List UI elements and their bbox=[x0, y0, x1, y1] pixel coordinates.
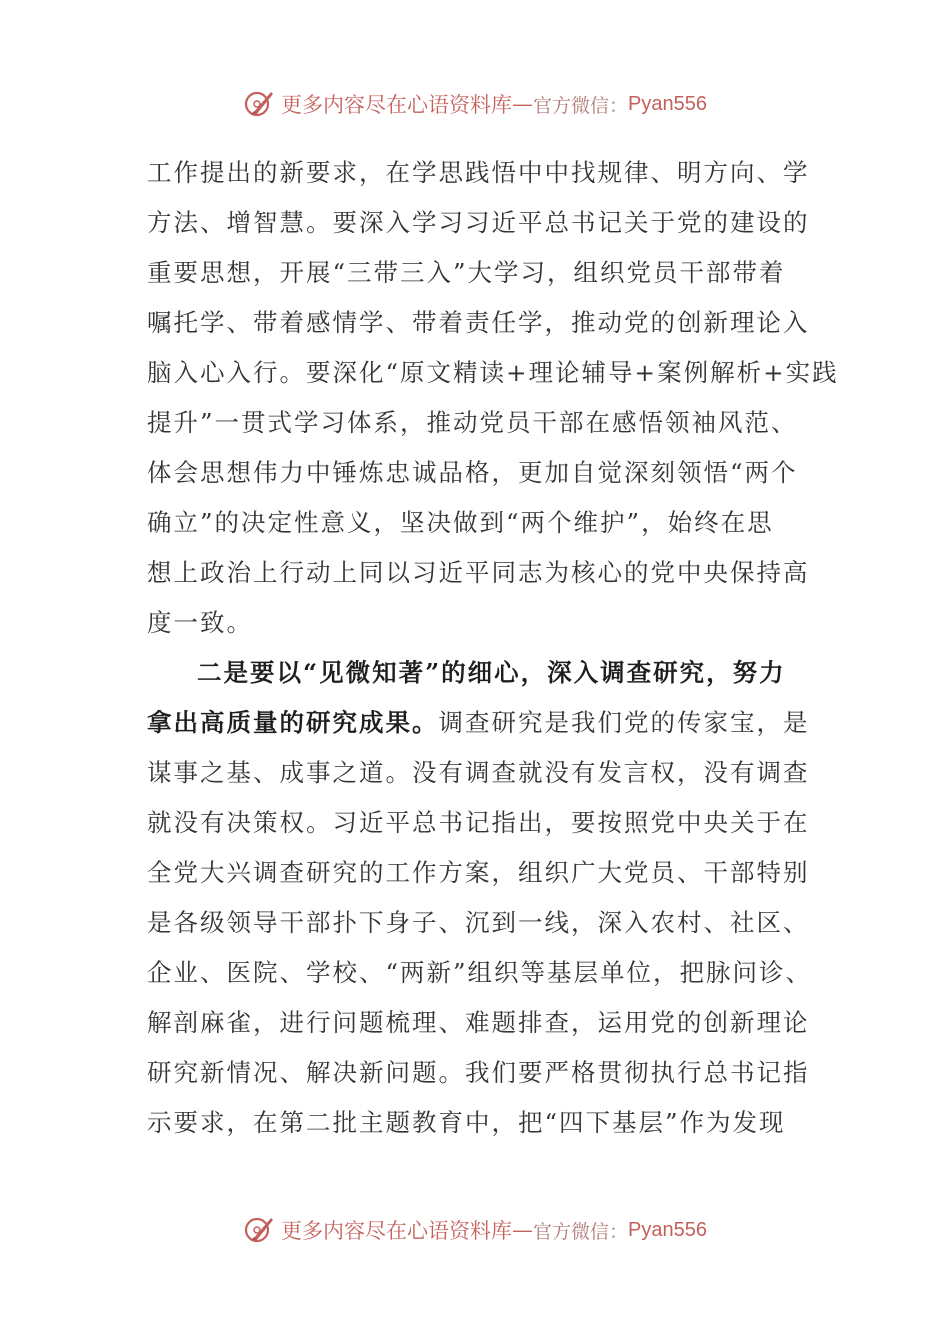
header-text bbox=[281, 89, 707, 119]
footer-text bbox=[281, 1215, 707, 1245]
text-line: 度一致。 bbox=[147, 608, 253, 637]
text-line: 谋事之基、成事之道。没有调查就没有发言权，没有调查 bbox=[147, 758, 810, 787]
section-heading-end: 拿出高质量的研究成果。 bbox=[147, 708, 439, 737]
text-line: 就没有决策权。习近平总书记指出，要按照党中央关于在 bbox=[147, 808, 810, 837]
header-main-text: 更多内容尽在心语资料库 bbox=[281, 93, 512, 117]
footer-banner bbox=[0, 1210, 950, 1250]
quill-pen-logo-icon bbox=[243, 87, 277, 121]
quill-pen-logo-icon bbox=[243, 1213, 277, 1247]
header-separator: — bbox=[512, 92, 533, 116]
header-sub-text: 官方微信： bbox=[533, 94, 629, 117]
text-line: 示要求，在第二批主题教育中，把“四下基层”作为发现 bbox=[147, 1108, 786, 1137]
header-wechat-id: Pyan556 bbox=[628, 92, 707, 115]
text-line: 重要思想，开展“三带三入”大学习，组织党员干部带着 bbox=[147, 258, 786, 287]
text-line: 体会思想伟力中锤炼忠诚品格，更加自觉深刻领悟“两个 bbox=[147, 458, 798, 487]
text-line: 脑入心入行。要深化“原文精读+理论辅导+案例解析+实践 bbox=[147, 358, 839, 387]
section-heading-line: 二是要以“见微知著”的细心，深入调查研究，努力 bbox=[197, 658, 786, 687]
text-line: 是各级领导干部扑下身子、沉到一线，深入农村、社区、 bbox=[147, 908, 810, 937]
text-line: 全党大兴调查研究的工作方案，组织广大党员、干部特别 bbox=[147, 858, 810, 887]
header-banner bbox=[0, 84, 950, 124]
text-line-mixed bbox=[147, 698, 810, 748]
text-line-rest: 调查研究是我们党的传家宝，是 bbox=[438, 708, 810, 737]
text-line: 想上政治上行动上同以习近平同志为核心的党中央保持高 bbox=[147, 558, 810, 587]
text-line: 确立”的决定性意义，坚决做到“两个维护”，始终在思 bbox=[147, 508, 774, 537]
document-body bbox=[147, 148, 839, 1148]
footer-separator: — bbox=[512, 1218, 533, 1242]
text-line: 解剖麻雀，进行问题梳理、难题排查，运用党的创新理论 bbox=[147, 1008, 810, 1037]
footer-wechat-id: Pyan556 bbox=[628, 1218, 707, 1241]
text-line: 嘱托学、带着感情学、带着责任学，推动党的创新理论入 bbox=[147, 308, 810, 337]
text-line: 工作提出的新要求，在学思践悟中中找规律、明方向、学 bbox=[147, 158, 810, 187]
footer-main-text: 更多内容尽在心语资料库 bbox=[281, 1219, 512, 1243]
text-line: 研究新情况、解决新问题。我们要严格贯彻执行总书记指 bbox=[147, 1058, 810, 1087]
footer-sub-text: 官方微信： bbox=[533, 1220, 629, 1243]
text-line: 提升”一贯式学习体系，推动党员干部在感悟领袖风范、 bbox=[147, 408, 798, 437]
text-line: 企业、医院、学校、“两新”组织等基层单位，把脉问诊、 bbox=[147, 958, 813, 987]
text-line: 方法、增智慧。要深入学习习近平总书记关于党的建设的 bbox=[147, 208, 810, 237]
